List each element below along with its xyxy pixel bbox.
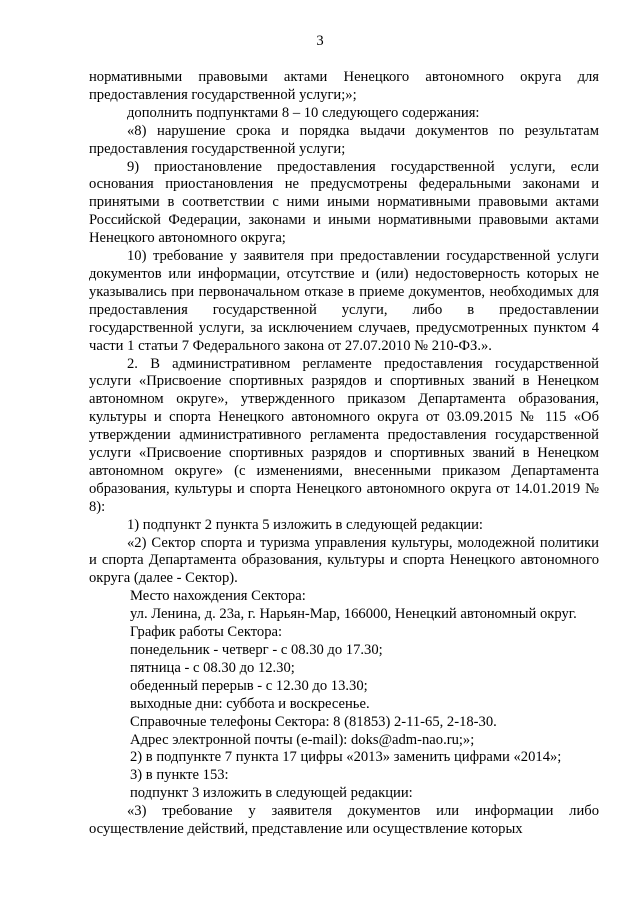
paragraph: Справочные телефоны Сектора: 8 (81853) 2-11-65, 2-18-30. [130,713,497,730]
document-body [89,69,599,839]
paragraph: понедельник - четверг - с 08.30 до 17.30; [130,642,383,658]
paragraph: Место нахождения Сектора: [130,588,306,605]
paragraph: 2) в подпункте 7 пункта 17 цифры «2013» заменить цифрами «2014»; [130,749,562,766]
paragraph: «8) нарушение срока и порядка выдачи документов по результатам предоставления государственной услуги; [89,122,599,157]
paragraph: выходные дни: суббота и воскресенье. [130,695,370,712]
paragraph: 9) приостановление предоставления государственной услуги, если основания приостановления не предусмотрены федеральными законами и принятыми в соответствии с ними иными нормативными правовыми актами Российской Федерации, законами и иными нормативными правовыми актами Ненецкого автономного округа; [89,158,599,247]
paragraph: «3) требование у заявителя документов или информации либо осуществление действий, представление или осуществление которых [89,803,599,838]
paragraph: 3) в пункте 153: [130,767,229,784]
paragraph: пятница - с 08.30 до 12.30; [130,659,295,676]
paragraph: «2) Сектор спорта и туризма управления культуры, молодежной политики и спорта Департамента образования, культуры и спорта Ненецкого автономного округа (далее - Сектор). [89,534,599,587]
paragraph: ул. Ленина, д. 23а, г. Нарьян-Мар, 166000, Ненецкий автономный округ. [130,606,577,623]
paragraph: 2. В административном регламенте предоставления государственной услуги «Присвоение спортивных разрядов и спортивных званий в Ненецком автономном округе», утвержденного приказом Департамента образования, культуры и спорта Ненецкого автономного округа от 03.09.2015 № 115 «Об утверждении административного регламента предоставления государственной услуги «Присвоение спортивных разрядов и спортивных званий в Ненецком автономном округе» (с изменениями, внесенными приказом Департамента образования, культуры и спорта Ненецкого автономного округа от 14.01.2019 № 8): [89,355,599,515]
paragraph: График работы Сектора: [130,624,283,641]
paragraph: нормативными правовыми актами Ненецкого автономного округа для предоставления государственной услуги;»; [89,69,599,103]
paragraph: 10) требование у заявителя при предоставлении государственной услуги документов или информации, отсутствие и (или) недостоверность которых не указывались при первоначальном отказе в приеме документов, необходимых для предоставления государственной услуги, либо в предоставлении государственной услуги, за исключением случаев, предусмотренных пунктом 4 части 1 статьи 7 Федерального закона от 27.07.2010 № 210-ФЗ.». [89,248,599,354]
paragraph: обеденный перерыв - с 12.30 до 13.30; [130,677,368,694]
page-number: 3 [316,33,324,49]
paragraph: подпункт 3 изложить в следующей редакции: [130,785,413,802]
paragraph: Адрес электронной почты (e-mail): doks@adm-nao.ru;»; [130,731,475,748]
paragraph: дополнить подпунктами 8 – 10 следующего содержания: [127,104,480,121]
paragraph: 1) подпункт 2 пункта 5 изложить в следующей редакции: [127,516,483,533]
